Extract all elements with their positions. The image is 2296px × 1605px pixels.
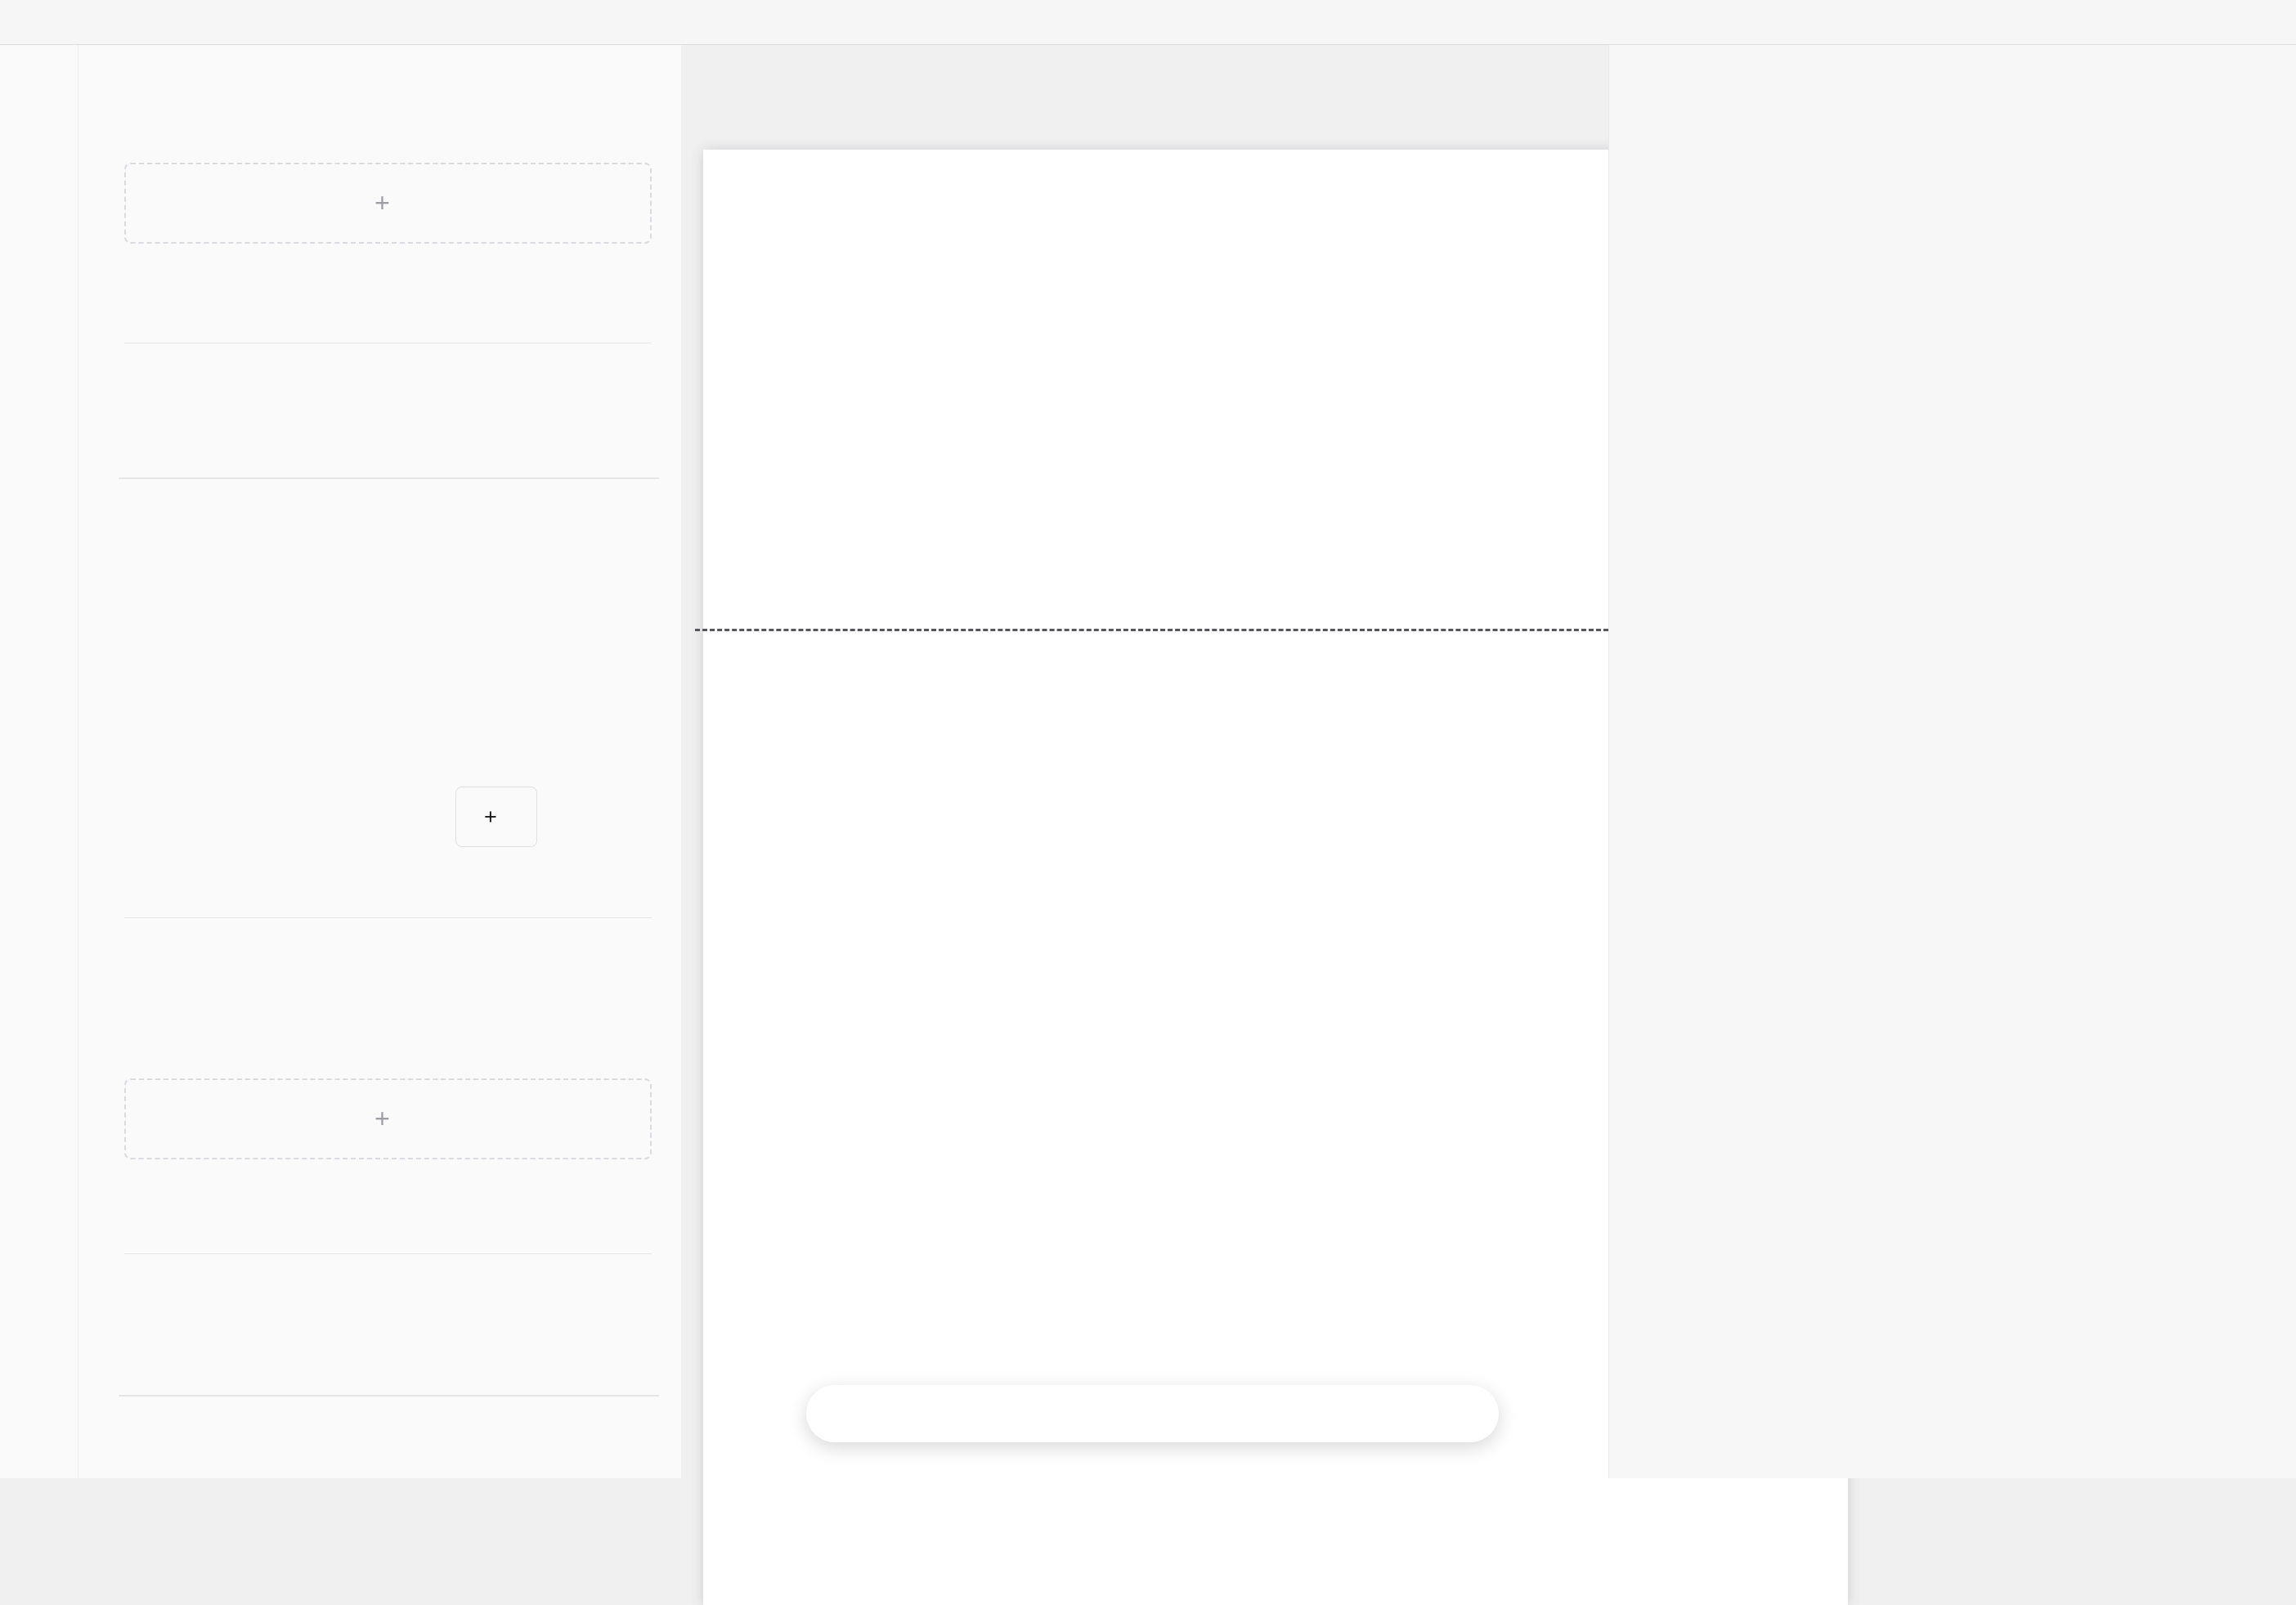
section-header-interests <box>124 1025 652 1061</box>
drag-drop-indicator <box>695 629 1608 631</box>
certificate-icon <box>124 422 160 458</box>
tools-rail <box>2224 44 2296 1478</box>
add-interest-button[interactable] <box>124 1078 652 1159</box>
divider <box>124 917 652 918</box>
plus-icon: + <box>374 188 390 217</box>
templates-panel <box>1608 44 2296 1478</box>
section-icon-rail <box>0 44 78 1478</box>
awards-options-button[interactable] <box>616 110 652 146</box>
divider <box>124 1253 652 1254</box>
minimize-window-button[interactable] <box>46 11 67 32</box>
add-certification-button[interactable] <box>455 787 537 847</box>
certifications-list <box>119 477 659 479</box>
plus-icon: + <box>374 1104 390 1133</box>
certifications-options-button[interactable] <box>616 422 652 458</box>
plus-icon: + <box>484 804 497 829</box>
section-header-certifications <box>124 422 652 458</box>
section-header-awards <box>124 110 652 146</box>
add-award-button[interactable] <box>124 163 652 244</box>
puzzle-icon <box>124 1339 160 1375</box>
medal-icon <box>124 110 160 146</box>
window-titlebar <box>0 0 2296 45</box>
interests-options-button[interactable] <box>616 1025 652 1061</box>
sections-panel <box>78 44 681 1478</box>
canvas-toolbar <box>806 1385 1499 1442</box>
close-window-button[interactable] <box>13 11 34 32</box>
section-header-projects <box>124 1339 652 1375</box>
projects-options-button[interactable] <box>616 1339 652 1375</box>
gamepad-icon <box>124 1025 160 1061</box>
projects-list <box>119 1395 659 1397</box>
maximize-window-button[interactable] <box>78 11 100 32</box>
